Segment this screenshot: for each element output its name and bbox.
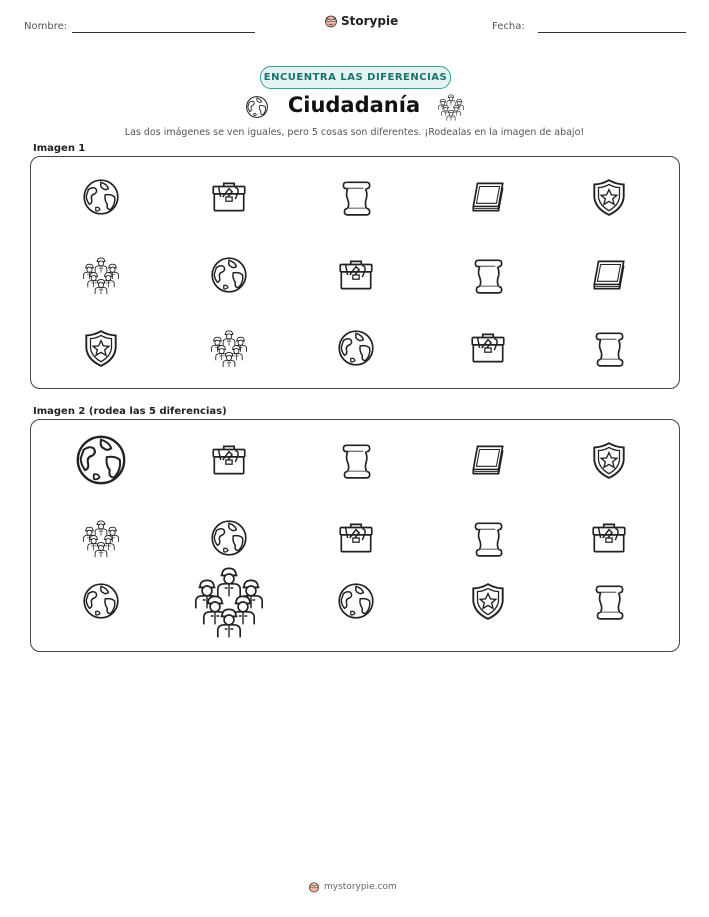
scroll-icon <box>467 254 509 296</box>
toolbox-icon <box>335 254 377 296</box>
toolbox-icon <box>467 327 509 369</box>
shield-star-icon[interactable] <box>588 439 630 481</box>
scroll-icon <box>335 176 377 218</box>
instructions: Las dos imágenes se ven iguales, pero 5 cosas son diferentes. ¡Rodealas en la imagen de abajo! <box>124 127 585 138</box>
book-icon <box>588 254 630 296</box>
globe-icon[interactable] <box>335 580 377 622</box>
scroll-icon <box>588 327 630 369</box>
image2-label: Imagen 2 (rodea las 5 diferencias) <box>33 406 227 417</box>
image1-label: Imagen 1 <box>33 143 86 154</box>
name-field[interactable] <box>72 32 255 33</box>
activity-badge: ENCUENTRA LAS DIFERENCIAS <box>260 66 451 89</box>
globe-icon <box>80 176 122 218</box>
storypie-mascot-icon <box>324 14 338 28</box>
globe-icon[interactable] <box>80 580 122 622</box>
citizens-group-icon <box>80 254 122 296</box>
book-icon[interactable] <box>467 439 509 481</box>
title-globe-icon <box>244 94 270 124</box>
toolbox-icon[interactable] <box>208 439 250 481</box>
citizens-group-icon <box>208 327 250 369</box>
toolbox-icon[interactable] <box>335 517 377 559</box>
globe-icon[interactable] <box>208 517 250 559</box>
brand-logo <box>324 14 398 28</box>
scroll-icon[interactable] <box>335 439 377 481</box>
image2-panel[interactable] <box>30 419 680 652</box>
toolbox-icon <box>208 176 250 218</box>
brand-name: Storypie <box>341 14 399 28</box>
date-label: Fecha: <box>492 21 525 32</box>
citizens-group-icon[interactable] <box>80 517 122 559</box>
shield-star-icon <box>588 176 630 218</box>
toolbox-icon[interactable] <box>588 517 630 559</box>
image1-panel <box>30 156 680 389</box>
citizens-group-icon[interactable] <box>189 561 269 641</box>
globe-icon <box>335 327 377 369</box>
storypie-mascot-icon <box>308 881 320 893</box>
page-title: Ciudadanía <box>287 93 421 117</box>
shield-star-icon[interactable] <box>467 580 509 622</box>
scroll-icon[interactable] <box>588 580 630 622</box>
footer-url: mystorypie.com <box>324 882 397 892</box>
book-icon <box>467 176 509 218</box>
globe-icon <box>208 254 250 296</box>
footer <box>308 881 397 893</box>
title-citizens-icon <box>436 92 466 126</box>
globe-icon[interactable] <box>72 431 130 489</box>
date-field[interactable] <box>538 32 686 33</box>
shield-star-icon <box>80 327 122 369</box>
name-label: Nombre: <box>24 21 68 32</box>
scroll-icon[interactable] <box>467 517 509 559</box>
